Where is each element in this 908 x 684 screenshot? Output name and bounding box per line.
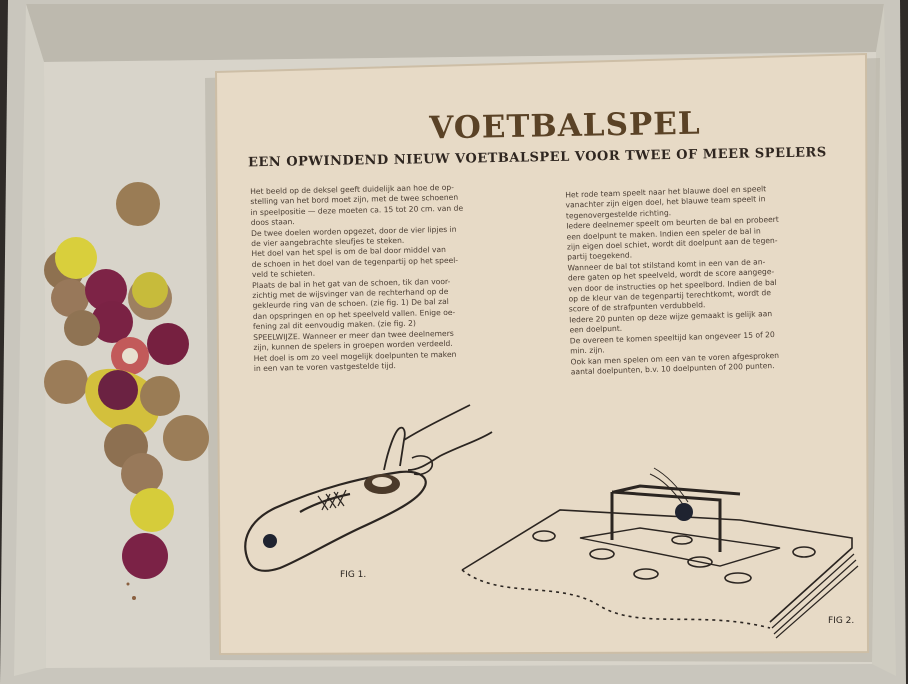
instructions-right-column: Het rode team speelt naar het blauwe doel en speelt vanachter zijn eigen doel, het blauwe team speelt in tegenovergestelde richting. Iedere deelnemer speelt om beurten de bal en probeert een doelpunt te maken. Indien een speler de bal in zijn eigen doel schiet, wordt dit doelpunt aan de tegen- partij toegekend. Wanneer de bal tot stilstand komt in een van de an- dere gaten op het speelveld, wordt de score aangege- ven door de instructies op het speelbord. Indien de bal op de kleur van de tegenpartij terechtkomt, wordt de score of de strafpunten verdubbeld. Iedere 20 punten op deze wijze gemaakt is gelijk aan een doelpunt. De overeen te komen speeltijd kan ongeveer 15 of 20 min. zijn. Ook kan men spelen om een van te voren afgesproken aantal doelpunten, b.v. 10 doelpunten of 200 punten. (565, 184, 780, 377)
box-inner-top-wall (26, 4, 884, 62)
instructions-left-column: Het beeld op de deksel geeft duidelijk aan hoe de op- stelling van het bord moet zijn, met de twee schoenen in speelpositie — deze moeten ca. 15 tot 20 cm. van de doos staan. De twee doelen worden opgezet, door de vier lipjes in de vier aangebrachte sleufjes te steken. Het doel van het spel is om de bal door middel van de schoen in het doel van de tegenpartij op het speel- veld te schieten. Plaats de bal in het gat van de schoen, tik dan voor- zichtig met de wijsvinger van de rechterhand op de gekleurde ring van de schoen. (zie fig. 1) De bal zal dan opspringen en op het speelveld vallen. Enige oe- fening zal dit eenvoudig maken. (zie fig. 2) SPEELWIJZE. Wanneer er meer dan twee deelnemers zijn, kunnen de spelers in groepen worden verdeeld. Het doel is om zo veel mogelijk doelpunten te maken in een van te voren vastgestelde tijd. (250, 182, 464, 373)
sheet-subtitle: EEN OPWINDEND NIEUW VOETBALSPEL VOOR TWEE OF MEER SPELERS (247, 145, 827, 171)
field-ball (675, 503, 693, 521)
sheet-title: VOETBALSPEL (429, 105, 701, 147)
fig2-label: FIG 2. (828, 616, 855, 626)
shoe-ball (263, 534, 277, 548)
fig1-label: FIG 1. (340, 570, 367, 580)
